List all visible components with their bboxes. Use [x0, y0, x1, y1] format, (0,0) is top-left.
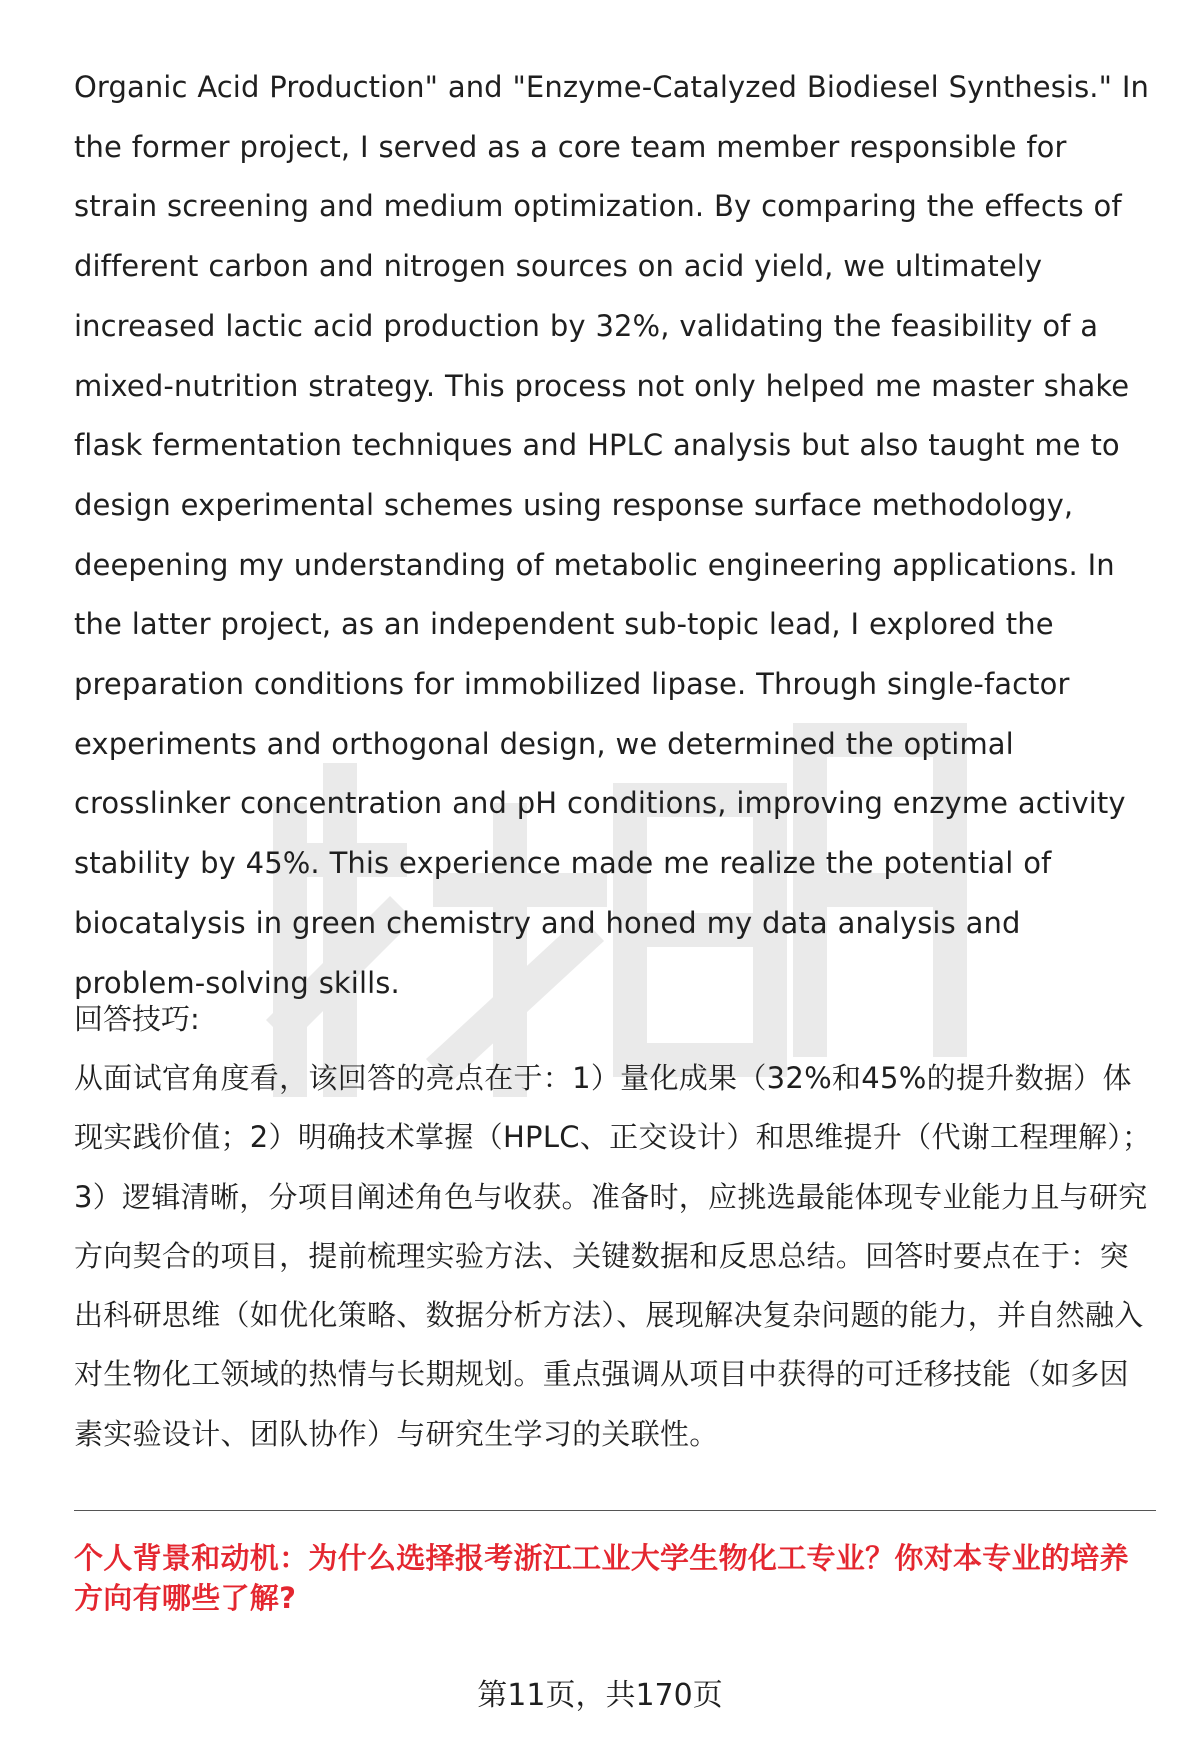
- answer-section: [74, 58, 1154, 1013]
- section-divider: [74, 1510, 1156, 1511]
- next-question-heading: 个人背景和动机：为什么选择报考浙江工业大学生物化工专业？你对本专业的培养方向有哪些了解?: [74, 1541, 1129, 1615]
- page-number: 第11页，共170页: [477, 1678, 723, 1713]
- tips-body: 从面试官角度看，该回答的亮点在于：1）量化成果（32%和45%的提升数据）体现实践价值；2）明确技术掌握（HPLC、正交设计）和思维提升（代谢工程理解）；3）逻辑清晰，分项目阐述角色与收获。准备时，应挑选最能体现专业能力且与研究方向契合的项目，提前梳理实验方法、关键数据和反思总结。回答时要点在于：突出科研思维（如优化策略、数据分析方法）、展现解决复杂问题的能力，并自然融入对生物化工领域的热情与长期规划。重点强调从项目中获得的可迁移技能（如多因素实验设计、团队协作）与研究生学习的关联性。: [74, 1061, 1152, 1451]
- tips-heading: 回答技巧:: [74, 1002, 200, 1036]
- answer-tips-section: [74, 990, 1154, 1464]
- answer-paragraph: Organic Acid Production" and "Enzyme-Catalyzed Biodiesel Synthesis." In the former project, I served as a core team member responsible for strain screening and medium optimization. By comparing the effects of different carbon and nitrogen sources on acid yield, we ultimately increased lactic acid production by 32%, validating the feasibility of a mixed-nutrition strategy. This process not only helped me master shake flask fermentation techniques and HPLC analysis but also taught me to design experimental schemes using response surface methodology, deepening my understanding of metabolic engineering applications. In the latter project, as an independent sub-topic lead, I explored the preparation conditions for immobilized lipase. Through single-factor experiments and orthogonal design, we determined the optimal crosslinker concentration and pH conditions, improving enzyme activity stability by 45%. This experience made me realize the potential of biocatalysis in green chemistry and honed my data analysis and problem-solving skills.: [74, 70, 1150, 1000]
